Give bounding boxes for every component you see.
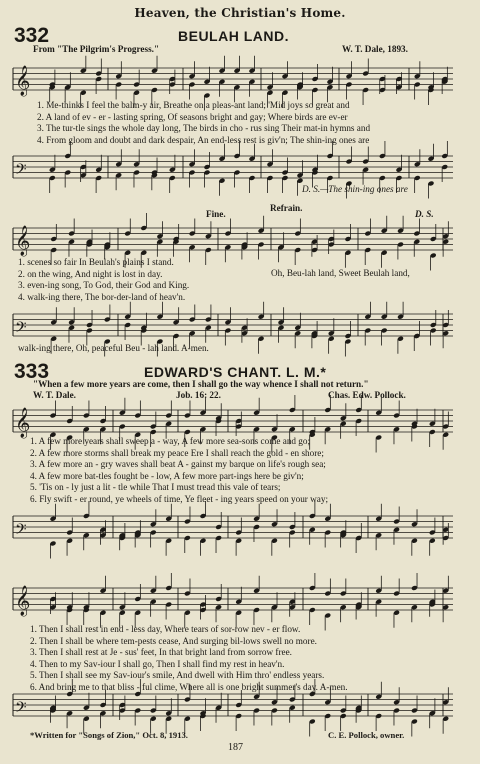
- page-header: Heaven, the Christian's Home.: [134, 6, 346, 20]
- hymn-333-verses-a: 1. A few more years shall sweep a - way, A few more sea-sons come and go; 2. A few more storms shall break my peace Ere I shall reach the gold - en shore; 3. A few more an - gry waves shall beat A - gainst my barque on life's rough sea; 4. A few more bat-tles fought be - low, A few more part-ings here be giv'n; 5. 'Tis on - ly just a lit - tle while That I must tread this vale of tears; 6. Fly swift - er round, ye wheels of time, Ye fleet - ing years speed on your way;: [30, 436, 329, 504]
- hymn-332-source: From "The Pilgrim's Progress.": [33, 44, 160, 54]
- hymn-332-composer: W. T. Dale, 1893.: [342, 44, 408, 54]
- svg-text:𝄞: 𝄞: [15, 408, 31, 438]
- svg-text:𝄢: 𝄢: [15, 699, 27, 720]
- footer-owner: C. E. Pollock, owner.: [328, 730, 405, 740]
- hymn-333-staff-treble-1: [13, 404, 453, 440]
- hymn-332-fine: Fine.: [206, 209, 226, 219]
- svg-text:𝄞: 𝄞: [15, 586, 31, 616]
- hymn-332-bottom-line: walk-ing there, Oh, peaceful Beu - lah land. A-men.: [18, 343, 209, 353]
- hymn-333-staff-bass-1: [13, 510, 453, 546]
- hymn-332-number: 332: [14, 24, 50, 47]
- hymn-333-author: W. T. Dale.: [33, 390, 76, 400]
- hymn-332-refrain-text: Oh, Beu-lah land, Sweet Beulah land,: [271, 268, 410, 278]
- footer-note: *Written for "Songs of Zion," Oct. 8, 1913.: [30, 730, 188, 740]
- hymn-332-ds-note: D. S.—The shin-ing ones are: [302, 184, 408, 194]
- svg-text:𝄞: 𝄞: [15, 226, 31, 256]
- svg-text:𝄢: 𝄢: [15, 521, 27, 542]
- hymn-332-refrain: Refrain.: [270, 203, 303, 213]
- hymn-333-reference: Job. 16: 22.: [176, 390, 221, 400]
- hymn-333-staff-bass-2: [13, 688, 453, 724]
- hymn-333-composer: Chas. Edw. Pollock.: [328, 390, 406, 400]
- hymn-332-staff-bass-1: [13, 150, 453, 186]
- hymn-333-epigraph: "When a few more years are come, then I shall go the way whence I shall not return.": [33, 379, 369, 389]
- hymn-332-verses-b: 1. scenes so fair In Beulah's plains I stand. 2. on the wing, And night is lost in day. 3. even-ing song, To God, their God and King. 4. walk-ing there, The bor-der-land of heav'n.: [18, 257, 190, 302]
- hymn-332-staff-treble-2: [13, 222, 453, 258]
- hymn-333-verses-b: 1. Then I shall rest in end - less day, Where tears of sor-row nev - er flow. 2. Then I shall be where tem-pests cease, And surging bil-lows swell no more. 3. Then I shall rest at Je - sus' feet, In that bright land from sorrow free. 4. Then to my Sav-iour I shall go, Then I shall find my rest in heav'n. 5. Then I shall see my Sav-iour's smile, And dwell with Him thro' endless years. 6. And bring me to that bliss - ful clime, Where all is one bright summer's day. A-men.: [30, 624, 348, 692]
- svg-text:𝄢: 𝄢: [15, 319, 27, 340]
- hymn-333-staff-treble-2: [13, 582, 453, 618]
- page-number: 187: [228, 742, 243, 753]
- hymn-332-ds: D. S.: [415, 209, 434, 219]
- hymn-333-title: EDWARD'S CHANT. L. M.*: [144, 364, 327, 380]
- hymn-332-title: BEULAH LAND.: [178, 28, 289, 44]
- svg-text:𝄢: 𝄢: [15, 161, 27, 182]
- hymn-332-staff-bass-2: [13, 308, 453, 344]
- svg-text:𝄞: 𝄞: [15, 66, 31, 96]
- hymn-332-staff-treble-1: [13, 62, 453, 98]
- hymn-332-verses-a: 1. Me-thinks I feel the balm-y air, Breathe on a pleas-ant land; 'Mid joys so great and 2. A land of ev - er - lasting spring, Of seasons bright and gay; Where birds are ev-er 3. The tur-tle sings the whole day long, The birds in cho - rus sing Their mat-in hymns and 4. From gloom and doubt and dark despair, An end-less rest is giv'n; The shin-ing ones are: [37, 100, 371, 145]
- hymn-333-number: 333: [14, 360, 50, 383]
